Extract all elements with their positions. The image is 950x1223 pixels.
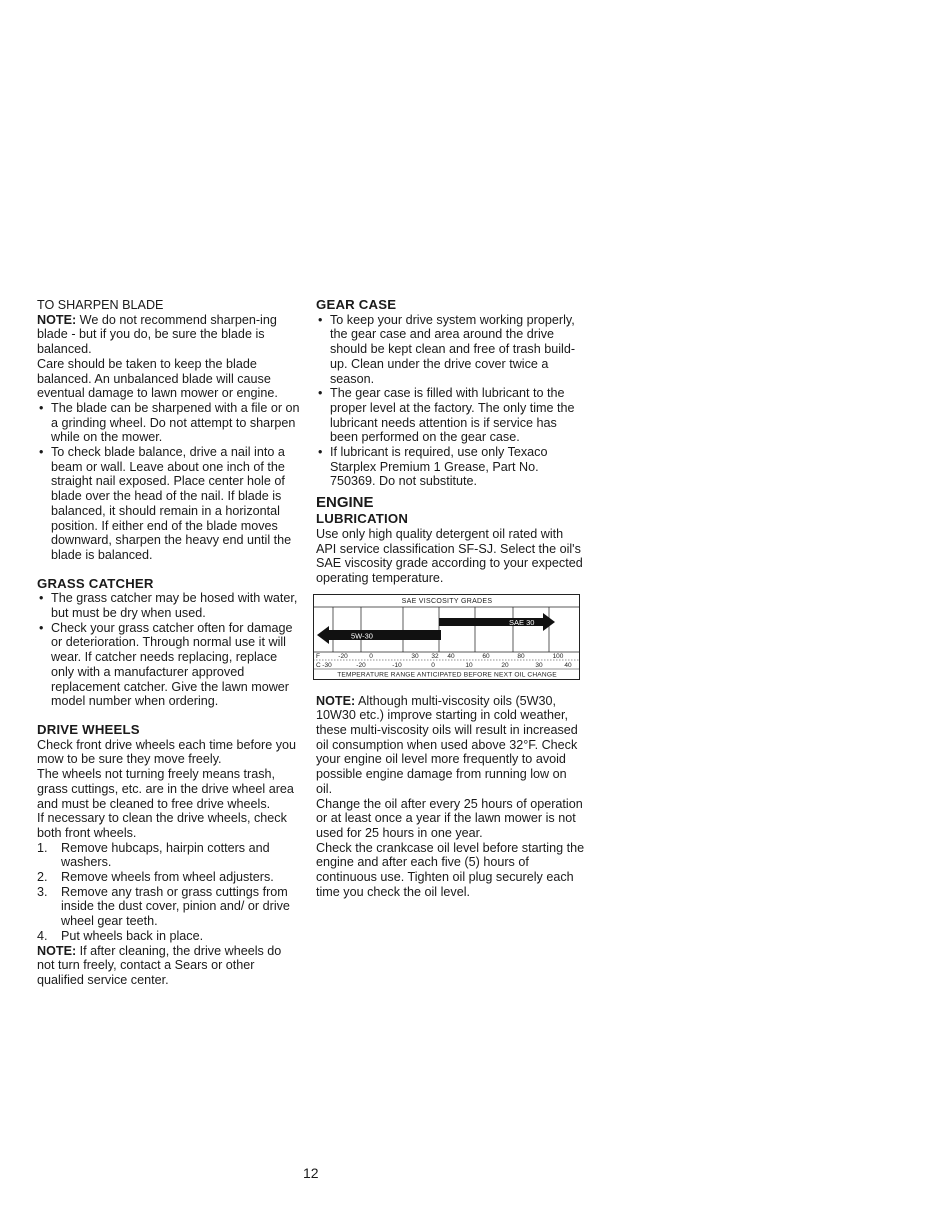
note-label: NOTE: (316, 693, 356, 708)
c-tick: -20 (356, 661, 366, 669)
oil-change-paragraph: Change the oil after every 25 hours of operation or at least once a year if the lawn mower is not used for 25 hours in one year. (316, 796, 583, 840)
c-tick: 20 (501, 661, 509, 669)
step-number: 3. (37, 884, 48, 899)
drive-steps-list (37, 841, 302, 944)
grass-bullet-list (37, 591, 302, 709)
c-tick: 40 (564, 661, 572, 669)
f-tick: 30 (411, 652, 419, 660)
crankcase-paragraph: Check the crankcase oil level before starting the engine and after each five (5) hours of continuous use. Tighten oil plug securely each time you check the oil level. (316, 840, 585, 899)
list-item: • To keep your drive system working properly, the gear case and area around the drive should be kept clean and free of trash build-up. Clean under the drive cover twice a season. (316, 313, 586, 387)
step-number: 4. (37, 928, 48, 943)
step-number: 1. (37, 840, 48, 855)
note-label: NOTE: (37, 312, 77, 327)
f-tick: 40 (447, 652, 455, 660)
gear-case-heading: GEAR CASE (316, 297, 397, 312)
viscosity-chart-svg (313, 594, 581, 680)
c-tick: -10 (392, 661, 402, 669)
lubrication-paragraph: Use only high quality detergent oil rated with API service classification SF-SJ. Select the oil's SAE viscosity grade according to your expected operating temperature. (316, 526, 583, 585)
c-tick: 10 (465, 661, 473, 669)
sharpen-bullet-list (37, 401, 302, 563)
list-item: • Check your grass catcher often for damage or deterioration. Through normal use it will wear. If catcher needs replacing, replace only with a manufacturer approved replacement catcher. Give the lawn mower model number when ordering. (37, 621, 302, 709)
list-item: • The grass catcher may be hosed with water, but must be dry when used. (37, 591, 302, 620)
list-item: • To check blade balance, drive a nail into a beam or wall. Leave about one inch of the straight nail exposed. Place center hole of blade over the head of the nail. If blade is balanced, it should remain in a horizontal position. If either end of the blade moves downward, sharpen the heavy end until the blade is balanced. (37, 445, 302, 563)
grade-bar-5w30 (317, 626, 441, 644)
step-text: Remove hubcaps, hairpin cotters and washers. (61, 840, 270, 870)
c-tick: 0 (431, 661, 435, 669)
chart-grid (333, 607, 549, 652)
lubrication-heading: LUBRICATION (316, 511, 409, 527)
f-tick: 0 (369, 652, 373, 660)
step-text: Remove wheels from wheel adjusters. (61, 870, 274, 885)
c-tick: 30 (535, 661, 543, 669)
sharpen-blade-title: TO SHARPEN BLADE (37, 298, 164, 312)
note-text: Although multi-viscosity oils (5W30, 10W30 etc.) improve starting in cold weather, these multi-viscosity oils will result in increased oil consumption when used above 32°F. Check your engine oil level more frequently to avoid possible engine damage from running low on oil. (316, 693, 578, 796)
note-text: We do not recommend sharpen-ing blade - but if you do, be sure the blade is balanced. (37, 312, 277, 357)
c-tick: -30 (322, 661, 332, 669)
step-text: Remove any trash or grass cuttings from inside the dust cover, pinion and/ or drive wheel gear teeth. (61, 884, 290, 929)
grade-label-5w30: 5W-30 (351, 631, 373, 641)
step-number: 2. (37, 870, 48, 885)
sharpen-paragraph: Care should be taken to keep the blade balanced. An unbalanced blade will cause eventual damage to lawn mower or engine. (37, 356, 278, 401)
list-item (37, 885, 302, 929)
note-label: NOTE: (37, 943, 77, 958)
celsius-label: C (316, 661, 321, 669)
f-tick: 100 (552, 652, 564, 660)
f-tick: -20 (338, 652, 348, 660)
drive-note (37, 944, 302, 988)
grade-bar-sae30 (439, 613, 555, 631)
list-item (37, 870, 302, 885)
page-number: 12 (303, 1165, 319, 1181)
viscosity-chart (313, 594, 581, 680)
f-tick: 80 (517, 652, 525, 660)
list-item: • The blade can be sharpened with a file or on a grinding wheel. Do not attempt to sharpen while on the mower. (37, 401, 302, 445)
f-tick: 32 (431, 652, 439, 660)
left-column (37, 298, 302, 988)
step-text: Put wheels back in place. (61, 928, 204, 943)
list-item: • The gear case is filled with lubricant to the proper level at the factory. The only time the lubricant needs attention is if service has been performed on the gear case. (316, 386, 586, 445)
chart-title: SAE VISCOSITY GRADES (401, 597, 493, 605)
drive-paragraph: The wheels not turning freely means trash, grass cuttings, etc. are in the drive wheel area and must be cleaned to free drive wheels. (37, 767, 294, 811)
drive-paragraph: Check front drive wheels each time before you mow to be sure they move freely. (37, 737, 297, 767)
list-item (37, 929, 302, 944)
list-item: • If lubricant is required, use only Texaco Starplex Premium 1 Grease, Part No. 750369. Do not substitute. (316, 445, 586, 489)
right-column (316, 298, 586, 900)
sharpen-note (37, 313, 302, 357)
grass-catcher-heading: GRASS CATCHER (37, 575, 154, 591)
gear-bullet-list (316, 313, 586, 489)
chart-caption: TEMPERATURE RANGE ANTICIPATED BEFORE NEXT OIL CHANGE (337, 671, 557, 679)
list-item (37, 841, 302, 870)
drive-paragraph: If necessary to clean the drive wheels, check both front wheels. (37, 811, 287, 840)
multi-viscosity-note (316, 694, 586, 797)
drive-wheels-heading: DRIVE WHEELS (37, 721, 140, 737)
engine-heading: ENGINE (316, 494, 374, 512)
note-text: If after cleaning, the drive wheels do not turn freely, contact a Sears or other qualified service center. (37, 943, 282, 987)
f-tick: 60 (482, 652, 490, 660)
fahrenheit-label: F (316, 652, 320, 660)
grade-label-sae30: SAE 30 (509, 617, 535, 627)
